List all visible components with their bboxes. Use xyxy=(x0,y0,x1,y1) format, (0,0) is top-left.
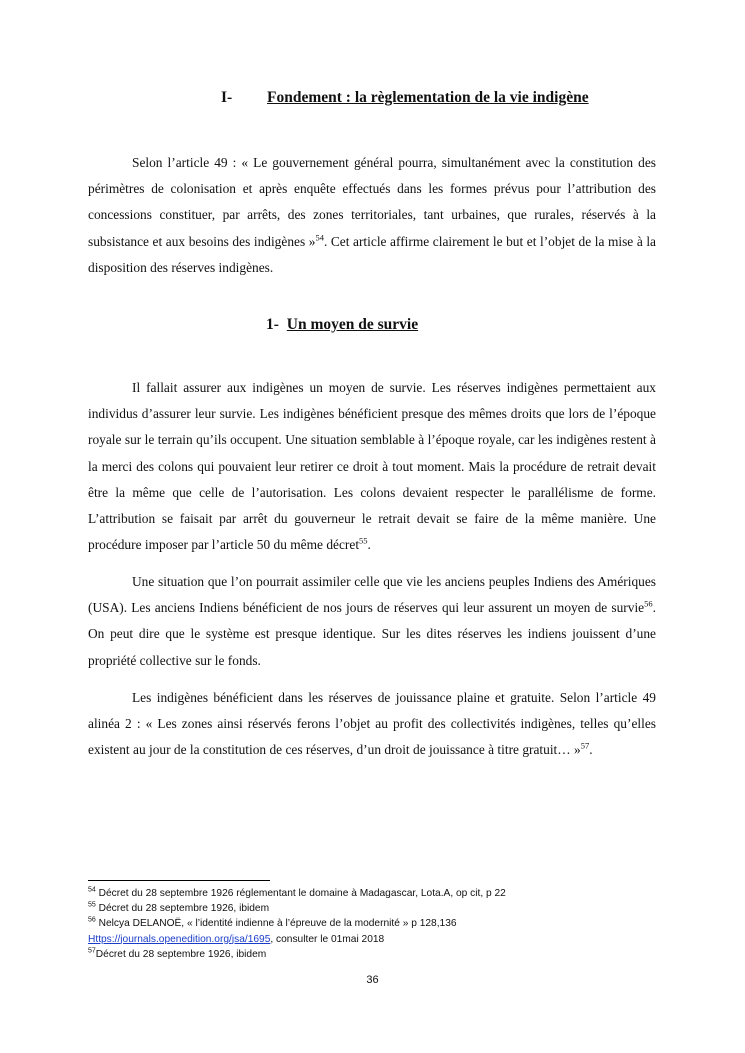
footnote-number: 55 xyxy=(88,901,96,909)
section-heading-number: I- xyxy=(221,89,233,106)
paragraph-text: Selon l’article 49 : « Le gouvernement général pourra, simultanément avec la constitution des périmètres de colonisation et après enquête effectués dans les formes prévus pour l’attribution des concessions constituer, par arrêts, des zones territoriales, tant urbaines, que rurales, réservés à la subsistance et aux besoins des indigènes » xyxy=(88,155,656,249)
subsection-heading-title: Un moyen de survie xyxy=(286,316,419,333)
footnote-ref-55[interactable]: 55 xyxy=(359,535,368,546)
subsection-heading xyxy=(266,316,418,334)
paragraph-text: Une situation que l’on pourrait assimiler celle que vie les anciens peuples Indiens des Amériques (USA). Les anciens Indiens bénéficient de nos jours de réserves qui leur assurent un moyen de survie xyxy=(88,574,656,616)
section-heading-title: Fondement : la règlementation de la vie indigène xyxy=(267,89,589,106)
footnote-56-link-line xyxy=(88,932,688,947)
paragraph-indian-reserves xyxy=(88,569,656,674)
footnote-text: Nelcya DELANOË, « l’identité indienne à l’épreuve de la modernité » p 128,136 xyxy=(95,918,457,930)
footnote-ref-56[interactable]: 56 xyxy=(644,598,653,609)
paragraph-text: Les indigènes bénéficient dans les réserves de jouissance plaine et gratuite. Selon l’article 49 alinéa 2 : « Les zones ainsi réservés ferons l’objet au profit des collectivités indigènes, telles qu’elles existent au jour de la constitution de ces réserves, d’un droit de jouissance à titre gratuit… » xyxy=(88,690,656,758)
footnote-separator xyxy=(88,880,270,881)
footnote-ref-54[interactable]: 54 xyxy=(315,232,324,243)
page-number: 36 xyxy=(366,974,379,986)
footnote-57 xyxy=(88,947,688,962)
paragraph-survival xyxy=(88,375,656,558)
footnote-number: 57 xyxy=(88,947,96,955)
footnote-54 xyxy=(88,886,688,901)
footnote-number: 54 xyxy=(88,886,96,894)
paragraph-text: . On peut dire que le système est presque identique. Sur les dites réserves les indiens jouissent d’une propriété collective sur le fonds. xyxy=(88,600,656,668)
paragraph-text: . Cet article affirme clairement le but et l’objet de la mise à la disposition des réserves indigènes. xyxy=(88,233,656,275)
footnote-text: Décret du 28 septembre 1926, ibidem xyxy=(95,903,270,915)
footnotes xyxy=(88,886,688,962)
footnote-text: Décret du 28 septembre 1926 réglementant le domaine à Madagascar, Lota.A, op cit, p 22 xyxy=(95,888,506,899)
journal-link[interactable]: Https://journals.openedition.org/jsa/1695 xyxy=(88,933,271,945)
paragraph-text: . xyxy=(589,742,593,758)
footnote-text: Décret du 28 septembre 1926, ibidem xyxy=(95,948,267,960)
footnote-ref-57[interactable]: 57 xyxy=(580,740,590,751)
paragraph-article-49 xyxy=(88,150,656,281)
footnote-text: , consulter le 01mai 2018 xyxy=(270,933,385,945)
subsection-heading-number: 1- xyxy=(266,316,279,333)
footnote-56 xyxy=(88,916,688,931)
paragraph-text: . xyxy=(367,537,371,553)
paragraph-text: Il fallait assurer aux indigènes un moyen de survie. Les réserves indigènes permettaient aux individus d’assurer leur survie. Les indigènes bénéficient presque des mêmes droits que lors de l’époque royale sur le terrain qu’ils occupent. Une situation semblable à l’époque royale, car les indigènes restent à la merci des colons qui pouvaient leur retirer ce droit à tout moment. Mais la procédure de retrait devait être la même que celle de l’autorisation. Les colons devaient respecter le parallélisme de forme. L’attribution se faisait par arrêt du gouverneur le retrait devait se faire de la même manière. Une procédure imposer par l’article 50 du même décret xyxy=(88,380,656,553)
footnote-number: 56 xyxy=(88,917,96,925)
paragraph-article-49-alinea-2 xyxy=(88,685,656,764)
footnote-55 xyxy=(88,901,688,916)
